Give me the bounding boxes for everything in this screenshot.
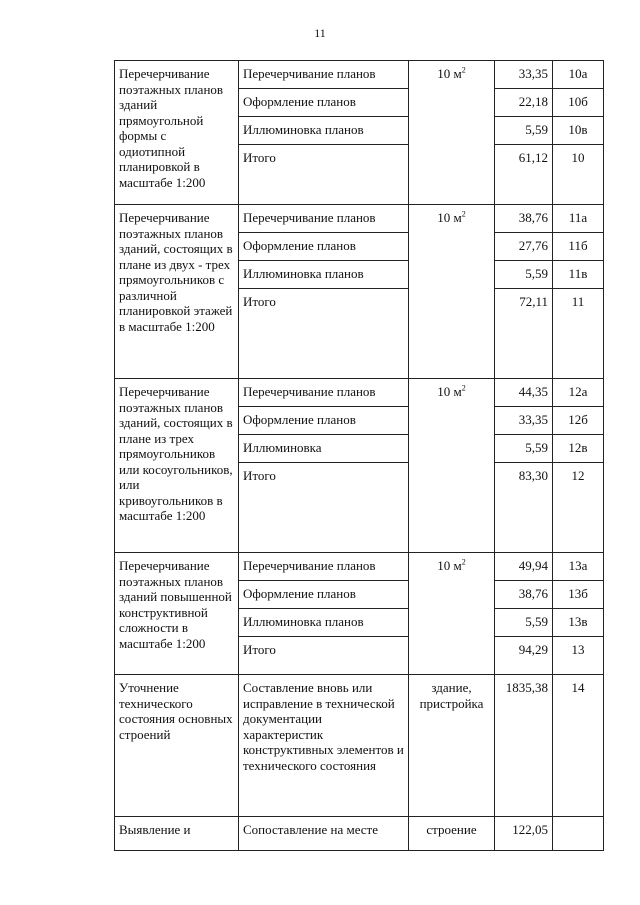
unit-cell [409, 61, 495, 205]
work-type-cell: Иллюминовка [239, 435, 409, 463]
work-type-cell: Перечерчивание планов [239, 379, 409, 407]
price-cell: 27,76 [495, 233, 553, 261]
code-cell: 13 [553, 637, 604, 675]
unit-base: 10 м [437, 210, 462, 225]
code-cell: 11в [553, 261, 604, 289]
price-table [114, 60, 604, 851]
price-cell: 33,35 [495, 407, 553, 435]
code-cell: 13а [553, 553, 604, 581]
work-name-cell: Перечерчивание поэтажных планов зданий прямоугольной формы с одиотипной планировкой в масштабе 1:200 [115, 61, 239, 205]
price-cell: 38,76 [495, 205, 553, 233]
price-table-body [115, 61, 604, 851]
work-type-cell: Итого [239, 463, 409, 553]
code-cell: 12 [553, 463, 604, 553]
work-type-cell: Оформление планов [239, 581, 409, 609]
price-cell: 83,30 [495, 463, 553, 553]
code-cell: 12б [553, 407, 604, 435]
code-cell: 11б [553, 233, 604, 261]
table-row [115, 205, 604, 233]
unit-exponent: 2 [461, 557, 466, 567]
price-cell: 44,35 [495, 379, 553, 407]
unit-exponent: 2 [461, 65, 466, 75]
code-cell: 11 [553, 289, 604, 379]
unit-base: 10 м [437, 384, 462, 399]
unit-cell [409, 553, 495, 675]
price-cell: 38,76 [495, 581, 553, 609]
unit-base: 10 м [437, 66, 462, 81]
work-type-cell: Перечерчивание планов [239, 205, 409, 233]
price-cell: 5,59 [495, 609, 553, 637]
unit-cell [409, 205, 495, 379]
work-name-cell: Перечерчивание поэтажных планов зданий, состоящих в плане из трех прямоугольников или косоугольников, или кривоугольников в масштабе 1:200 [115, 379, 239, 553]
work-type-cell: Иллюминовка планов [239, 609, 409, 637]
price-cell: 5,59 [495, 435, 553, 463]
table-row [115, 817, 604, 851]
price-cell: 94,29 [495, 637, 553, 675]
table-row [115, 553, 604, 581]
code-cell: 12в [553, 435, 604, 463]
code-cell: 10 [553, 145, 604, 205]
code-cell [553, 817, 604, 851]
work-name-cell: Уточнение технического состояния основных строений [115, 675, 239, 817]
work-type-cell: Иллюминовка планов [239, 261, 409, 289]
work-type-cell: Оформление планов [239, 233, 409, 261]
unit-base: 10 м [437, 558, 462, 573]
work-type-cell: Иллюминовка планов [239, 117, 409, 145]
price-cell: 22,18 [495, 89, 553, 117]
work-type-cell: Оформление планов [239, 407, 409, 435]
page-number: 11 [314, 26, 326, 40]
price-cell: 72,11 [495, 289, 553, 379]
unit-cell [409, 379, 495, 553]
code-cell: 10в [553, 117, 604, 145]
table-row [115, 61, 604, 89]
work-type-cell: Сопоставление на месте [239, 817, 409, 851]
table-row [115, 675, 604, 817]
work-type-cell: Итого [239, 289, 409, 379]
unit-exponent: 2 [461, 383, 466, 393]
work-type-cell: Перечерчивание планов [239, 61, 409, 89]
price-cell: 5,59 [495, 117, 553, 145]
work-type-cell: Оформление планов [239, 89, 409, 117]
work-name-cell: Перечерчивание поэтажных планов зданий повышенной конструктивной сложности в масштабе 1:200 [115, 553, 239, 675]
unit-cell: здание, пристройка [409, 675, 495, 817]
code-cell: 10а [553, 61, 604, 89]
price-cell: 5,59 [495, 261, 553, 289]
unit-exponent: 2 [461, 209, 466, 219]
work-type-cell: Итого [239, 145, 409, 205]
price-cell: 61,12 [495, 145, 553, 205]
work-type-cell: Составление вновь или исправление в технической документации характеристик конструктивных элементов и технического состояния [239, 675, 409, 817]
code-cell: 12а [553, 379, 604, 407]
code-cell: 10б [553, 89, 604, 117]
price-cell: 122,05 [495, 817, 553, 851]
code-cell: 14 [553, 675, 604, 817]
work-type-cell: Итого [239, 637, 409, 675]
code-cell: 11а [553, 205, 604, 233]
price-cell: 33,35 [495, 61, 553, 89]
price-cell: 1835,38 [495, 675, 553, 817]
table-row [115, 379, 604, 407]
unit-cell: строение [409, 817, 495, 851]
work-name-cell: Выявление и [115, 817, 239, 851]
work-type-cell: Перечерчивание планов [239, 553, 409, 581]
price-cell: 49,94 [495, 553, 553, 581]
code-cell: 13б [553, 581, 604, 609]
code-cell: 13в [553, 609, 604, 637]
work-name-cell: Перечерчивание поэтажных планов зданий, состоящих в плане из двух - трех прямоугольников с различной планировкой этажей в масштабе 1:200 [115, 205, 239, 379]
